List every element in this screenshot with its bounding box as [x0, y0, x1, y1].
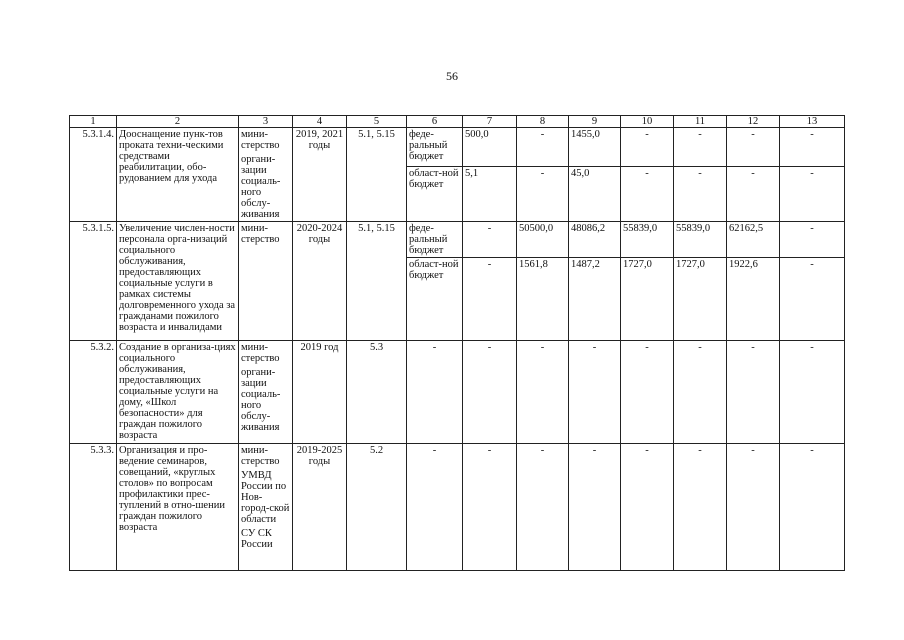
row-period: 2020-2024 годы — [293, 222, 347, 341]
value-cell: - — [517, 128, 569, 167]
value-cell: 1727,0 — [674, 258, 727, 341]
row-targets: 5.1, 5.15 — [347, 222, 407, 341]
value-cell: 50500,0 — [517, 222, 569, 258]
funding-source: феде-ральный бюджет — [407, 128, 463, 167]
column-header: 9 — [569, 116, 621, 128]
value-cell: - — [463, 444, 517, 571]
column-header: 1 — [70, 116, 117, 128]
executor: СУ СК России — [241, 528, 273, 550]
value-cell: - — [727, 167, 780, 222]
value-cell: - — [727, 341, 780, 444]
value-cell: - — [780, 341, 845, 444]
table-row — [70, 128, 845, 167]
column-header: 4 — [293, 116, 347, 128]
value-cell: - — [463, 258, 517, 341]
row-id: 5.3.3. — [70, 444, 117, 571]
value-cell: - — [780, 167, 845, 222]
value-cell: - — [621, 167, 674, 222]
value-cell: 5,1 — [463, 167, 517, 222]
row-period: 2019-2025 годы — [293, 444, 347, 571]
row-id: 5.3.2. — [70, 341, 117, 444]
value-cell: 1487,2 — [569, 258, 621, 341]
value-cell: - — [727, 128, 780, 167]
value-cell: - — [517, 341, 569, 444]
value-cell: - — [621, 128, 674, 167]
executor: мини-стерство — [241, 445, 280, 467]
column-header: 10 — [621, 116, 674, 128]
row-targets: 5.3 — [347, 341, 407, 444]
value-cell: 1922,6 — [727, 258, 780, 341]
page-number: 56 — [446, 69, 458, 83]
column-header: 7 — [463, 116, 517, 128]
value-cell: - — [727, 444, 780, 571]
value-cell: - — [517, 167, 569, 222]
executor: органи-зации социаль-ного обслу-живания — [241, 154, 281, 220]
executor: органи-зации социаль-ного обслу-живания — [241, 367, 281, 433]
row-executors — [239, 444, 293, 571]
row-id: 5.3.1.5. — [70, 222, 117, 341]
value-cell: - — [569, 341, 621, 444]
table-row — [70, 222, 845, 258]
value-cell: 55839,0 — [674, 222, 727, 258]
table-row — [70, 444, 845, 571]
value-cell: 55839,0 — [621, 222, 674, 258]
row-executors — [239, 128, 293, 222]
value-cell: 45,0 — [569, 167, 621, 222]
row-period: 2019, 2021 годы — [293, 128, 347, 222]
row-executors — [239, 341, 293, 444]
row-name: Создание в организа-циях социального обслуживания, предоставляющих социальные услуги на дому, «Школ безопасности» для граждан пожилого возраста — [117, 341, 239, 444]
funding-source: - — [407, 444, 463, 571]
value-cell: - — [674, 167, 727, 222]
row-name: Дооснащение пунк-тов проката техни-ческими средствами реабилитации, обо-рудованием для ухода — [117, 128, 239, 222]
value-cell: 1561,8 — [517, 258, 569, 341]
row-targets: 5.1, 5.15 — [347, 128, 407, 222]
column-header: 5 — [347, 116, 407, 128]
value-cell: - — [463, 341, 517, 444]
column-header: 8 — [517, 116, 569, 128]
column-header: 13 — [780, 116, 845, 128]
program-table — [69, 115, 845, 571]
executor: мини-стерство — [241, 342, 280, 364]
value-cell: 500,0 — [463, 128, 517, 167]
value-cell: - — [621, 341, 674, 444]
row-period: 2019 год — [293, 341, 347, 444]
row-executors — [239, 222, 293, 341]
value-cell: - — [780, 444, 845, 571]
value-cell: - — [780, 128, 845, 167]
row-name: Организация и про-ведение семинаров, совещаний, «круглых столов» по вопросам профилактики прес-туплений в отно-шении граждан пожилого возраста — [117, 444, 239, 571]
value-cell: - — [517, 444, 569, 571]
column-header: 6 — [407, 116, 463, 128]
funding-source: област-ной бюджет — [407, 258, 463, 341]
value-cell: - — [780, 258, 845, 341]
executor: мини-стерство — [241, 223, 280, 245]
value-cell: - — [569, 444, 621, 571]
funding-source: феде-ральный бюджет — [407, 222, 463, 258]
table-row — [70, 341, 845, 444]
executor: УМВД России по Нов-город-ской области — [241, 470, 290, 525]
row-name: Увеличение числен-ности персонала орга-низаций социального обслуживания, предоставляющих социальные услуги в рамках системы долговременного ухода за гражданами пожилого возраста и инвалидами — [117, 222, 239, 341]
row-id: 5.3.1.4. — [70, 128, 117, 222]
value-cell: - — [621, 444, 674, 571]
column-header: 11 — [674, 116, 727, 128]
value-cell: 48086,2 — [569, 222, 621, 258]
column-header: 12 — [727, 116, 780, 128]
executor: мини-стерство — [241, 129, 280, 151]
column-header: 3 — [239, 116, 293, 128]
header-row — [70, 116, 845, 128]
value-cell: - — [674, 128, 727, 167]
value-cell: - — [674, 444, 727, 571]
value-cell: 62162,5 — [727, 222, 780, 258]
column-header: 2 — [117, 116, 239, 128]
funding-source: област-ной бюджет — [407, 167, 463, 222]
value-cell: - — [674, 341, 727, 444]
row-targets: 5.2 — [347, 444, 407, 571]
value-cell: - — [463, 222, 517, 258]
funding-source: - — [407, 341, 463, 444]
value-cell: 1727,0 — [621, 258, 674, 341]
value-cell: - — [780, 222, 845, 258]
value-cell: 1455,0 — [569, 128, 621, 167]
